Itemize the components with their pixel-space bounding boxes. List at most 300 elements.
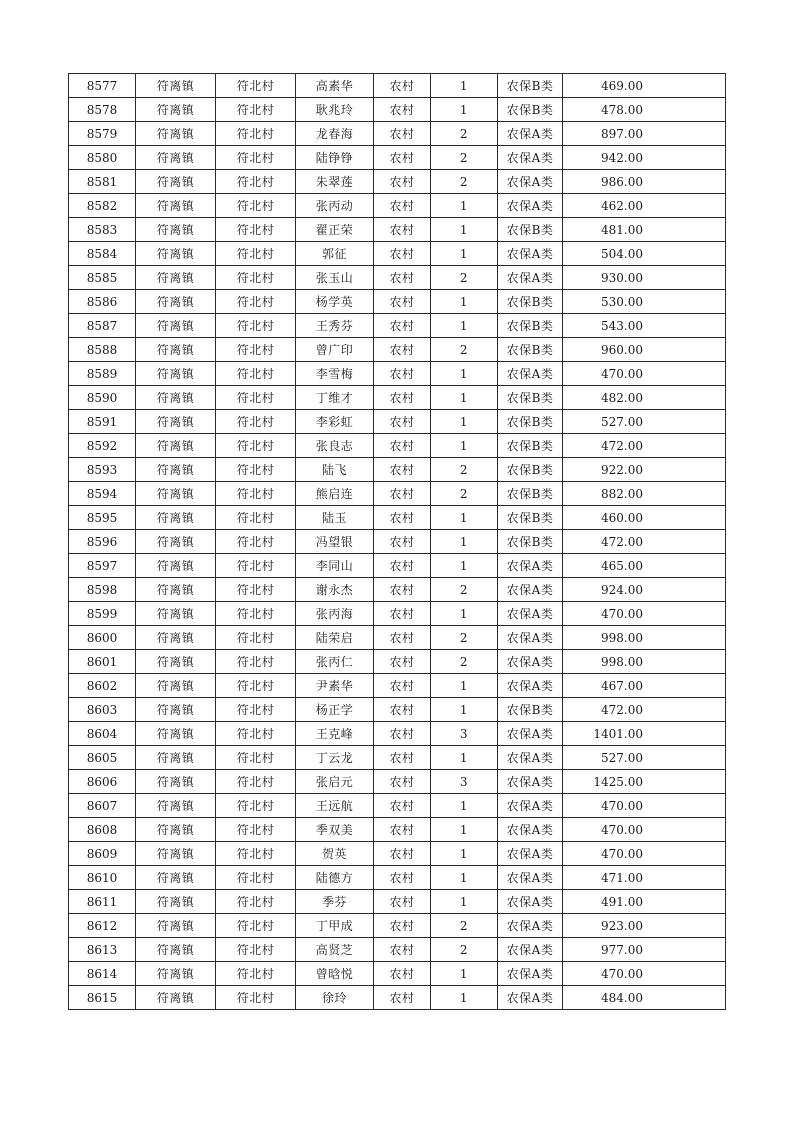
person_name-cell: 李雪梅 xyxy=(296,362,374,386)
area_type-cell: 农村 xyxy=(374,74,431,98)
table-row xyxy=(69,770,726,794)
person_count-cell: 1 xyxy=(431,314,498,338)
table-row xyxy=(69,626,726,650)
amount-cell: 942.00 xyxy=(563,146,726,170)
table-row xyxy=(69,890,726,914)
table-row xyxy=(69,218,726,242)
id-cell: 8583 xyxy=(69,218,136,242)
person_name-cell: 季芬 xyxy=(296,890,374,914)
area_type-cell: 农村 xyxy=(374,290,431,314)
amount-cell: 470.00 xyxy=(563,842,726,866)
person_name-cell: 丁维才 xyxy=(296,386,374,410)
table-row xyxy=(69,938,726,962)
insurance_category-cell: 农保A类 xyxy=(498,242,563,266)
person_name-cell: 丁甲成 xyxy=(296,914,374,938)
table-row xyxy=(69,722,726,746)
village-cell: 符北村 xyxy=(216,530,296,554)
village-cell: 符北村 xyxy=(216,314,296,338)
insurance_category-cell: 农保A类 xyxy=(498,746,563,770)
town-cell: 符离镇 xyxy=(136,698,216,722)
village-cell: 符北村 xyxy=(216,338,296,362)
person_count-cell: 1 xyxy=(431,362,498,386)
amount-cell: 470.00 xyxy=(563,962,726,986)
village-cell: 符北村 xyxy=(216,818,296,842)
village-cell: 符北村 xyxy=(216,626,296,650)
table-row xyxy=(69,290,726,314)
id-cell: 8592 xyxy=(69,434,136,458)
id-cell: 8578 xyxy=(69,98,136,122)
person_count-cell: 2 xyxy=(431,170,498,194)
village-cell: 符北村 xyxy=(216,218,296,242)
person_count-cell: 2 xyxy=(431,914,498,938)
area_type-cell: 农村 xyxy=(374,98,431,122)
id-cell: 8611 xyxy=(69,890,136,914)
town-cell: 符离镇 xyxy=(136,818,216,842)
town-cell: 符离镇 xyxy=(136,194,216,218)
town-cell: 符离镇 xyxy=(136,554,216,578)
person_count-cell: 2 xyxy=(431,626,498,650)
area_type-cell: 农村 xyxy=(374,698,431,722)
table-body xyxy=(69,74,726,1010)
person_count-cell: 1 xyxy=(431,674,498,698)
town-cell: 符离镇 xyxy=(136,122,216,146)
area_type-cell: 农村 xyxy=(374,506,431,530)
person_name-cell: 冯望银 xyxy=(296,530,374,554)
amount-cell: 491.00 xyxy=(563,890,726,914)
amount-cell: 527.00 xyxy=(563,410,726,434)
village-cell: 符北村 xyxy=(216,866,296,890)
person_name-cell: 曾广印 xyxy=(296,338,374,362)
insurance_category-cell: 农保A类 xyxy=(498,986,563,1010)
person_count-cell: 1 xyxy=(431,290,498,314)
table-row xyxy=(69,818,726,842)
person_count-cell: 1 xyxy=(431,746,498,770)
insurance_category-cell: 农保B类 xyxy=(498,98,563,122)
town-cell: 符离镇 xyxy=(136,242,216,266)
insurance_category-cell: 农保A类 xyxy=(498,722,563,746)
table-row xyxy=(69,458,726,482)
id-cell: 8607 xyxy=(69,794,136,818)
person_count-cell: 1 xyxy=(431,554,498,578)
person_count-cell: 1 xyxy=(431,890,498,914)
person_count-cell: 1 xyxy=(431,410,498,434)
area_type-cell: 农村 xyxy=(374,626,431,650)
area_type-cell: 农村 xyxy=(374,362,431,386)
person_count-cell: 1 xyxy=(431,842,498,866)
area_type-cell: 农村 xyxy=(374,650,431,674)
town-cell: 符离镇 xyxy=(136,482,216,506)
person_count-cell: 1 xyxy=(431,434,498,458)
amount-cell: 504.00 xyxy=(563,242,726,266)
person_count-cell: 1 xyxy=(431,98,498,122)
person_count-cell: 1 xyxy=(431,386,498,410)
town-cell: 符离镇 xyxy=(136,146,216,170)
insurance_category-cell: 农保A类 xyxy=(498,842,563,866)
id-cell: 8589 xyxy=(69,362,136,386)
area_type-cell: 农村 xyxy=(374,602,431,626)
town-cell: 符离镇 xyxy=(136,386,216,410)
person_name-cell: 耿兆玲 xyxy=(296,98,374,122)
insurance_category-cell: 农保B类 xyxy=(498,506,563,530)
amount-cell: 527.00 xyxy=(563,746,726,770)
area_type-cell: 农村 xyxy=(374,434,431,458)
amount-cell: 469.00 xyxy=(563,74,726,98)
town-cell: 符离镇 xyxy=(136,914,216,938)
area_type-cell: 农村 xyxy=(374,794,431,818)
area_type-cell: 农村 xyxy=(374,386,431,410)
person_name-cell: 杨正学 xyxy=(296,698,374,722)
table-row xyxy=(69,866,726,890)
id-cell: 8582 xyxy=(69,194,136,218)
area_type-cell: 农村 xyxy=(374,554,431,578)
id-cell: 8586 xyxy=(69,290,136,314)
amount-cell: 481.00 xyxy=(563,218,726,242)
person_count-cell: 2 xyxy=(431,146,498,170)
person_count-cell: 1 xyxy=(431,986,498,1010)
person_name-cell: 季双美 xyxy=(296,818,374,842)
amount-cell: 1401.00 xyxy=(563,722,726,746)
id-cell: 8591 xyxy=(69,410,136,434)
insurance_category-cell: 农保B类 xyxy=(498,458,563,482)
person_name-cell: 高贤芝 xyxy=(296,938,374,962)
insurance_category-cell: 农保B类 xyxy=(498,482,563,506)
table-row xyxy=(69,242,726,266)
village-cell: 符北村 xyxy=(216,362,296,386)
person_name-cell: 郭征 xyxy=(296,242,374,266)
table-row xyxy=(69,338,726,362)
table-row xyxy=(69,410,726,434)
town-cell: 符离镇 xyxy=(136,506,216,530)
id-cell: 8593 xyxy=(69,458,136,482)
amount-cell: 470.00 xyxy=(563,794,726,818)
id-cell: 8605 xyxy=(69,746,136,770)
id-cell: 8596 xyxy=(69,530,136,554)
table-row xyxy=(69,362,726,386)
id-cell: 8601 xyxy=(69,650,136,674)
insurance_category-cell: 农保B类 xyxy=(498,218,563,242)
pension-roster-table xyxy=(68,73,726,1010)
town-cell: 符离镇 xyxy=(136,290,216,314)
town-cell: 符离镇 xyxy=(136,626,216,650)
village-cell: 符北村 xyxy=(216,650,296,674)
table-row xyxy=(69,698,726,722)
amount-cell: 470.00 xyxy=(563,602,726,626)
person_name-cell: 王秀芬 xyxy=(296,314,374,338)
insurance_category-cell: 农保A类 xyxy=(498,626,563,650)
insurance_category-cell: 农保A类 xyxy=(498,770,563,794)
id-cell: 8584 xyxy=(69,242,136,266)
insurance_category-cell: 农保A类 xyxy=(498,914,563,938)
town-cell: 符离镇 xyxy=(136,74,216,98)
amount-cell: 930.00 xyxy=(563,266,726,290)
id-cell: 8613 xyxy=(69,938,136,962)
person_name-cell: 张玉山 xyxy=(296,266,374,290)
person_name-cell: 李同山 xyxy=(296,554,374,578)
person_name-cell: 朱翠莲 xyxy=(296,170,374,194)
table-row xyxy=(69,170,726,194)
area_type-cell: 农村 xyxy=(374,458,431,482)
town-cell: 符离镇 xyxy=(136,218,216,242)
id-cell: 8581 xyxy=(69,170,136,194)
person_name-cell: 陆玉 xyxy=(296,506,374,530)
person_count-cell: 1 xyxy=(431,698,498,722)
id-cell: 8597 xyxy=(69,554,136,578)
area_type-cell: 农村 xyxy=(374,986,431,1010)
amount-cell: 465.00 xyxy=(563,554,726,578)
amount-cell: 484.00 xyxy=(563,986,726,1010)
area_type-cell: 农村 xyxy=(374,962,431,986)
area_type-cell: 农村 xyxy=(374,314,431,338)
person_count-cell: 2 xyxy=(431,122,498,146)
town-cell: 符离镇 xyxy=(136,170,216,194)
amount-cell: 470.00 xyxy=(563,362,726,386)
person_count-cell: 1 xyxy=(431,218,498,242)
table-row xyxy=(69,962,726,986)
table-row xyxy=(69,314,726,338)
town-cell: 符离镇 xyxy=(136,434,216,458)
amount-cell: 882.00 xyxy=(563,482,726,506)
person_name-cell: 徐玲 xyxy=(296,986,374,1010)
amount-cell: 472.00 xyxy=(563,698,726,722)
amount-cell: 530.00 xyxy=(563,290,726,314)
village-cell: 符北村 xyxy=(216,794,296,818)
table-row xyxy=(69,842,726,866)
amount-cell: 897.00 xyxy=(563,122,726,146)
town-cell: 符离镇 xyxy=(136,986,216,1010)
village-cell: 符北村 xyxy=(216,290,296,314)
area_type-cell: 农村 xyxy=(374,482,431,506)
table-row xyxy=(69,554,726,578)
amount-cell: 478.00 xyxy=(563,98,726,122)
village-cell: 符北村 xyxy=(216,578,296,602)
area_type-cell: 农村 xyxy=(374,842,431,866)
area_type-cell: 农村 xyxy=(374,770,431,794)
area_type-cell: 农村 xyxy=(374,146,431,170)
person_name-cell: 翟正荣 xyxy=(296,218,374,242)
village-cell: 符北村 xyxy=(216,962,296,986)
area_type-cell: 农村 xyxy=(374,218,431,242)
table-row xyxy=(69,122,726,146)
town-cell: 符离镇 xyxy=(136,962,216,986)
town-cell: 符离镇 xyxy=(136,266,216,290)
area_type-cell: 农村 xyxy=(374,938,431,962)
town-cell: 符离镇 xyxy=(136,362,216,386)
town-cell: 符离镇 xyxy=(136,770,216,794)
area_type-cell: 农村 xyxy=(374,410,431,434)
amount-cell: 467.00 xyxy=(563,674,726,698)
table-row xyxy=(69,530,726,554)
insurance_category-cell: 农保B类 xyxy=(498,74,563,98)
town-cell: 符离镇 xyxy=(136,314,216,338)
village-cell: 符北村 xyxy=(216,554,296,578)
village-cell: 符北村 xyxy=(216,170,296,194)
amount-cell: 462.00 xyxy=(563,194,726,218)
id-cell: 8614 xyxy=(69,962,136,986)
id-cell: 8608 xyxy=(69,818,136,842)
id-cell: 8610 xyxy=(69,866,136,890)
amount-cell: 470.00 xyxy=(563,818,726,842)
table-row xyxy=(69,914,726,938)
amount-cell: 924.00 xyxy=(563,578,726,602)
town-cell: 符离镇 xyxy=(136,938,216,962)
town-cell: 符离镇 xyxy=(136,602,216,626)
person_count-cell: 1 xyxy=(431,962,498,986)
id-cell: 8580 xyxy=(69,146,136,170)
village-cell: 符北村 xyxy=(216,914,296,938)
table-row xyxy=(69,794,726,818)
person_name-cell: 王克峰 xyxy=(296,722,374,746)
town-cell: 符离镇 xyxy=(136,530,216,554)
id-cell: 8587 xyxy=(69,314,136,338)
amount-cell: 998.00 xyxy=(563,650,726,674)
person_name-cell: 谢永杰 xyxy=(296,578,374,602)
town-cell: 符离镇 xyxy=(136,842,216,866)
person_name-cell: 王远航 xyxy=(296,794,374,818)
person_name-cell: 尹素华 xyxy=(296,674,374,698)
person_count-cell: 1 xyxy=(431,818,498,842)
amount-cell: 1425.00 xyxy=(563,770,726,794)
area_type-cell: 农村 xyxy=(374,674,431,698)
insurance_category-cell: 农保A类 xyxy=(498,194,563,218)
person_name-cell: 陆铮铮 xyxy=(296,146,374,170)
amount-cell: 471.00 xyxy=(563,866,726,890)
person_count-cell: 3 xyxy=(431,722,498,746)
town-cell: 符离镇 xyxy=(136,458,216,482)
person_name-cell: 陆荣启 xyxy=(296,626,374,650)
id-cell: 8599 xyxy=(69,602,136,626)
town-cell: 符离镇 xyxy=(136,794,216,818)
insurance_category-cell: 农保A类 xyxy=(498,170,563,194)
insurance_category-cell: 农保A类 xyxy=(498,794,563,818)
id-cell: 8612 xyxy=(69,914,136,938)
table-row xyxy=(69,506,726,530)
id-cell: 8609 xyxy=(69,842,136,866)
table-row xyxy=(69,194,726,218)
village-cell: 符北村 xyxy=(216,602,296,626)
village-cell: 符北村 xyxy=(216,74,296,98)
village-cell: 符北村 xyxy=(216,746,296,770)
insurance_category-cell: 农保A类 xyxy=(498,122,563,146)
village-cell: 符北村 xyxy=(216,458,296,482)
area_type-cell: 农村 xyxy=(374,170,431,194)
insurance_category-cell: 农保A类 xyxy=(498,362,563,386)
area_type-cell: 农村 xyxy=(374,530,431,554)
area_type-cell: 农村 xyxy=(374,266,431,290)
id-cell: 8594 xyxy=(69,482,136,506)
person_name-cell: 高素华 xyxy=(296,74,374,98)
id-cell: 8585 xyxy=(69,266,136,290)
village-cell: 符北村 xyxy=(216,194,296,218)
village-cell: 符北村 xyxy=(216,842,296,866)
amount-cell: 922.00 xyxy=(563,458,726,482)
town-cell: 符离镇 xyxy=(136,890,216,914)
insurance_category-cell: 农保B类 xyxy=(498,410,563,434)
village-cell: 符北村 xyxy=(216,770,296,794)
person_count-cell: 2 xyxy=(431,338,498,362)
insurance_category-cell: 农保A类 xyxy=(498,818,563,842)
person_count-cell: 2 xyxy=(431,482,498,506)
table-row xyxy=(69,386,726,410)
town-cell: 符离镇 xyxy=(136,410,216,434)
person_name-cell: 陆德方 xyxy=(296,866,374,890)
area_type-cell: 农村 xyxy=(374,338,431,362)
village-cell: 符北村 xyxy=(216,98,296,122)
person_count-cell: 3 xyxy=(431,770,498,794)
insurance_category-cell: 农保B类 xyxy=(498,434,563,458)
id-cell: 8615 xyxy=(69,986,136,1010)
table-row xyxy=(69,98,726,122)
table-row xyxy=(69,146,726,170)
area_type-cell: 农村 xyxy=(374,914,431,938)
amount-cell: 472.00 xyxy=(563,434,726,458)
person_name-cell: 曾晗悦 xyxy=(296,962,374,986)
insurance_category-cell: 农保B类 xyxy=(498,314,563,338)
person_name-cell: 陆飞 xyxy=(296,458,374,482)
village-cell: 符北村 xyxy=(216,434,296,458)
id-cell: 8577 xyxy=(69,74,136,98)
amount-cell: 977.00 xyxy=(563,938,726,962)
person_count-cell: 1 xyxy=(431,794,498,818)
town-cell: 符离镇 xyxy=(136,578,216,602)
village-cell: 符北村 xyxy=(216,410,296,434)
insurance_category-cell: 农保A类 xyxy=(498,602,563,626)
village-cell: 符北村 xyxy=(216,146,296,170)
person_name-cell: 张启元 xyxy=(296,770,374,794)
person_count-cell: 1 xyxy=(431,74,498,98)
insurance_category-cell: 农保B类 xyxy=(498,338,563,362)
table-row xyxy=(69,434,726,458)
area_type-cell: 农村 xyxy=(374,890,431,914)
table-row xyxy=(69,74,726,98)
person_count-cell: 2 xyxy=(431,650,498,674)
table-row xyxy=(69,266,726,290)
person_name-cell: 丁云龙 xyxy=(296,746,374,770)
id-cell: 8602 xyxy=(69,674,136,698)
id-cell: 8603 xyxy=(69,698,136,722)
area_type-cell: 农村 xyxy=(374,194,431,218)
table-row xyxy=(69,674,726,698)
insurance_category-cell: 农保A类 xyxy=(498,554,563,578)
town-cell: 符离镇 xyxy=(136,338,216,362)
id-cell: 8579 xyxy=(69,122,136,146)
id-cell: 8598 xyxy=(69,578,136,602)
amount-cell: 543.00 xyxy=(563,314,726,338)
id-cell: 8595 xyxy=(69,506,136,530)
village-cell: 符北村 xyxy=(216,122,296,146)
amount-cell: 960.00 xyxy=(563,338,726,362)
insurance_category-cell: 农保A类 xyxy=(498,938,563,962)
person_count-cell: 1 xyxy=(431,602,498,626)
person_count-cell: 2 xyxy=(431,266,498,290)
table-row xyxy=(69,482,726,506)
town-cell: 符离镇 xyxy=(136,98,216,122)
person_name-cell: 张丙仁 xyxy=(296,650,374,674)
table-row xyxy=(69,986,726,1010)
area_type-cell: 农村 xyxy=(374,866,431,890)
area_type-cell: 农村 xyxy=(374,746,431,770)
id-cell: 8604 xyxy=(69,722,136,746)
amount-cell: 986.00 xyxy=(563,170,726,194)
town-cell: 符离镇 xyxy=(136,722,216,746)
area_type-cell: 农村 xyxy=(374,122,431,146)
person_count-cell: 2 xyxy=(431,578,498,602)
insurance_category-cell: 农保A类 xyxy=(498,890,563,914)
table-row xyxy=(69,650,726,674)
table-row xyxy=(69,746,726,770)
amount-cell: 472.00 xyxy=(563,530,726,554)
id-cell: 8606 xyxy=(69,770,136,794)
person_count-cell: 1 xyxy=(431,506,498,530)
